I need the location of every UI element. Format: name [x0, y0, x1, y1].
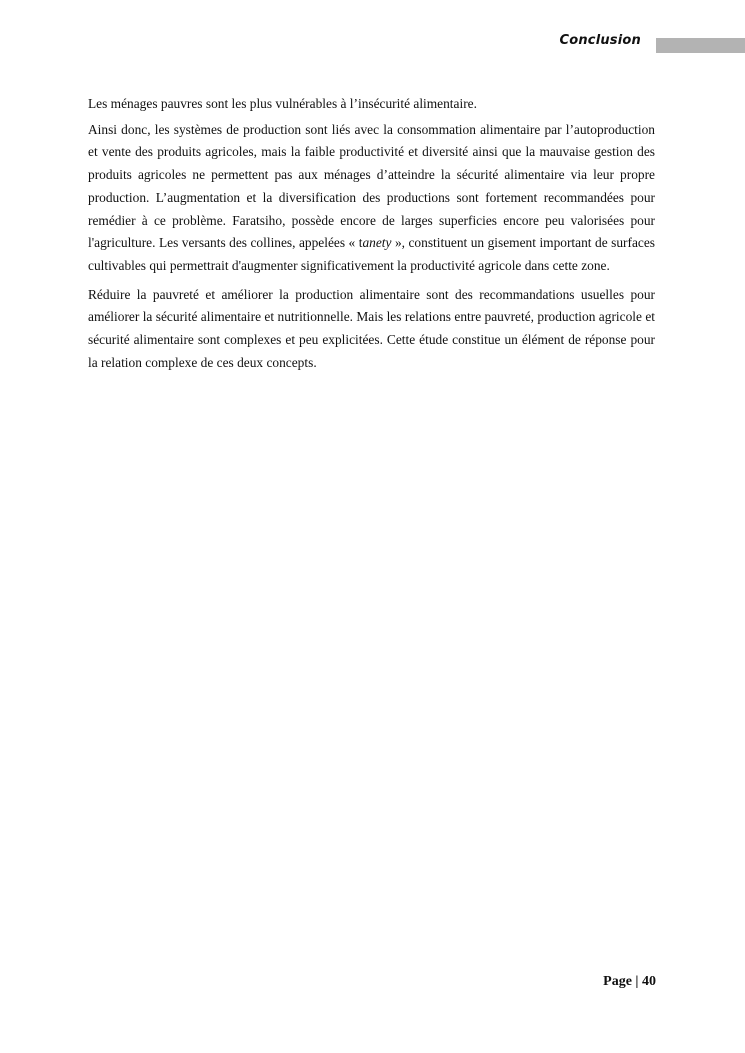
- paragraph-2-text-start: Ainsi donc, les systèmes de production sont liés avec la consommation alimentaire par l’autoproduction et vente des produits agricoles, mais la faible productivité et diversité ainsi que la mauvaise gestion des produits agricoles ne permettent pas aux ménages d’atteindre la sécurité alimentaire via leur propre production. L’augmentation et la diversification des productions sont fortement recommandées pour remédier à ce problème. Faratsiho, possède encore de larges superficies encore peu valorisées pour l'agriculture. Les versants des collines, appelées « t: [88, 121, 655, 251]
- header-gray-bar: [656, 38, 745, 53]
- document-body: [88, 93, 655, 380]
- paragraph-2-italic-term: anety: [362, 235, 392, 251]
- page-number: Page | 40: [603, 974, 656, 989]
- paragraph-2-text-end: », constituent un gisement important de surfaces cultivables qui permettrait d'augmenter significativement la productivité agricole dans cette zone.: [88, 235, 655, 273]
- paragraph-2: [88, 119, 655, 278]
- section-header-title: Conclusion: [559, 33, 641, 48]
- paragraph-1: Les ménages pauvres sont les plus vulnérables à l’insécurité alimentaire.: [88, 96, 477, 111]
- paragraph-3: Réduire la pauvreté et améliorer la production alimentaire sont des recommandations usuelles pour améliorer la sécurité alimentaire et nutritionnelle. Mais les relations entre pauvreté, production agricole et sécurité alimentaire sont complexes et peu explicitées. Cette étude constitue un élément de réponse pour la relation complexe de ces deux concepts.: [88, 286, 655, 370]
